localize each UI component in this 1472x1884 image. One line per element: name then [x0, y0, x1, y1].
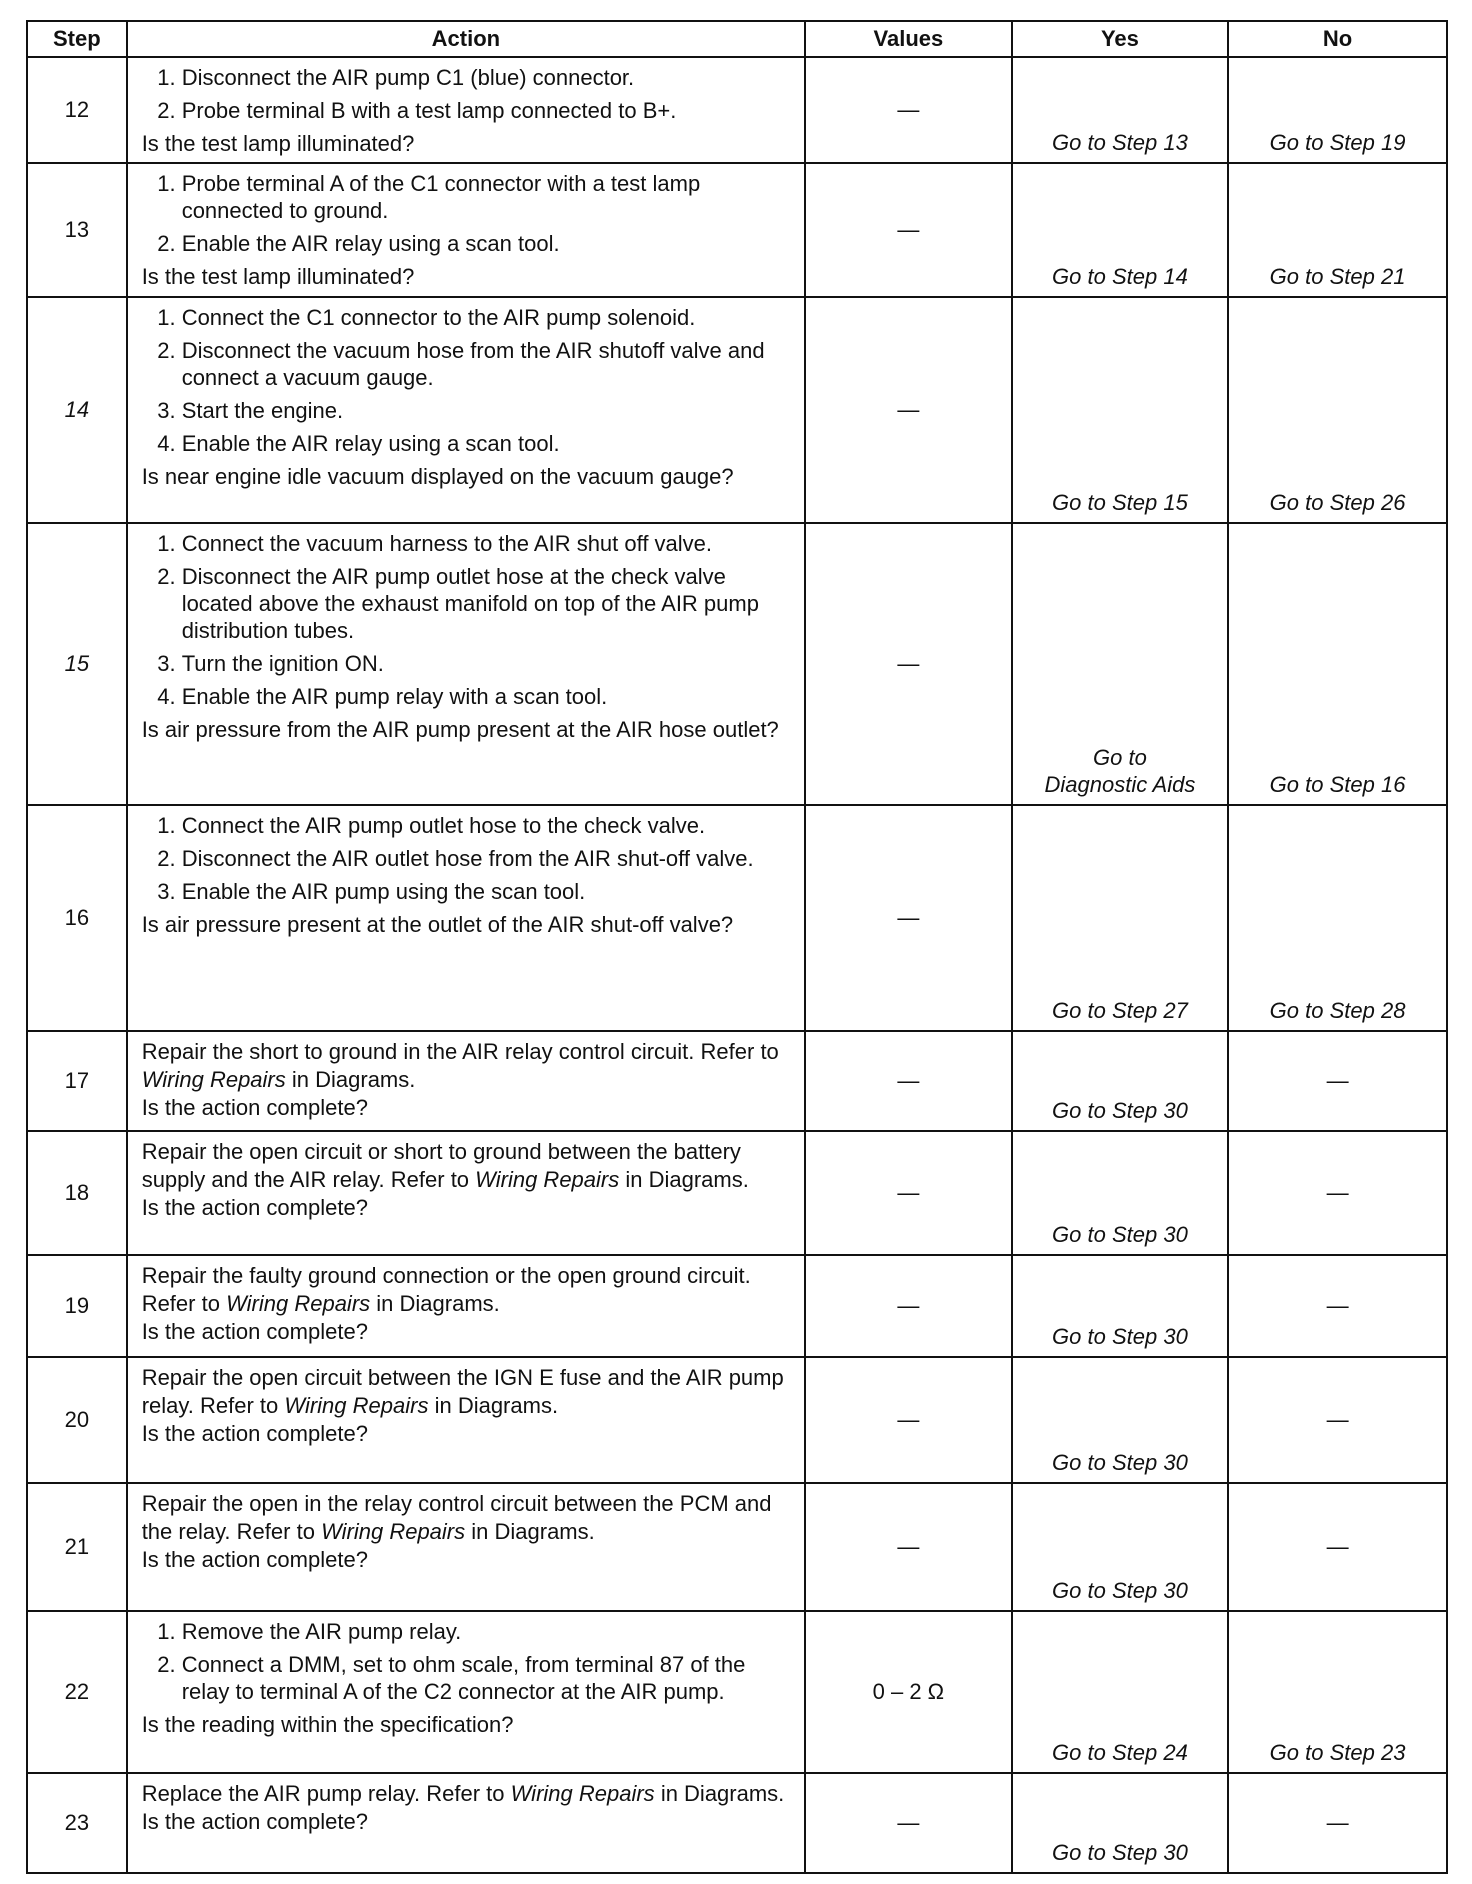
- action-cell: [127, 297, 805, 523]
- action-cell: [127, 57, 805, 163]
- action-sentence: Replace the AIR pump relay.: [141, 1781, 421, 1806]
- table-row: [27, 1483, 1447, 1611]
- step-number: 22: [27, 1611, 127, 1773]
- diagrams-text: in Diagrams.: [660, 1781, 785, 1806]
- refer-text: Refer to: [236, 1519, 315, 1544]
- values-cell: —: [805, 1773, 1012, 1873]
- table-row: [27, 163, 1447, 297]
- no-cell: Go to Step 21: [1228, 163, 1447, 297]
- action-text: [142, 1262, 794, 1318]
- action-item: 3. Start the engine.: [182, 397, 794, 424]
- diagrams-text: in Diagrams.: [376, 1291, 500, 1316]
- values-cell: —: [805, 1131, 1012, 1255]
- wiring-repairs-reference: Wiring Repairs: [475, 1167, 620, 1192]
- yes-line: Diagnostic Aids: [1044, 772, 1196, 797]
- action-cell: [127, 1773, 805, 1873]
- header-row: [27, 21, 1447, 57]
- values-cell: —: [805, 57, 1012, 163]
- action-item: 1. Connect the vacuum harness to the AIR shut off valve.: [182, 530, 794, 557]
- action-item: 4. Enable the AIR relay using a scan tool.: [182, 430, 794, 457]
- action-item: 1. Disconnect the AIR pump C1 (blue) connector.: [182, 64, 794, 91]
- table-row: [27, 297, 1447, 523]
- wiring-repairs-reference: Wiring Repairs: [141, 1067, 286, 1092]
- action-list: [142, 64, 794, 124]
- action-text: [142, 1038, 794, 1094]
- no-cell: Go to Step 23: [1228, 1611, 1447, 1773]
- diagrams-text: in Diagrams.: [625, 1167, 749, 1192]
- action-question: Is the action complete?: [141, 1195, 368, 1220]
- wiring-repairs-reference: Wiring Repairs: [510, 1781, 655, 1806]
- yes-cell: Go to Step 30: [1012, 1255, 1228, 1357]
- step-number: 23: [27, 1773, 127, 1873]
- step-number: 18: [27, 1131, 127, 1255]
- table-row: [27, 1131, 1447, 1255]
- table-row: [27, 1031, 1447, 1131]
- action-list: [142, 170, 794, 257]
- values-cell: —: [805, 1483, 1012, 1611]
- action-cell: [127, 523, 805, 805]
- action-item: 2. Disconnect the vacuum hose from the AIR shutoff valve and connect a vacuum gauge.: [182, 337, 794, 391]
- action-cell: [127, 163, 805, 297]
- action-sentence: Repair the open in the relay control circuit between the PCM and the relay.: [141, 1491, 772, 1544]
- action-question: Is air pressure present at the outlet of the AIR shut-off valve?: [141, 912, 734, 937]
- action-item: 3. Turn the ignition ON.: [182, 650, 794, 677]
- no-cell: [1228, 523, 1447, 805]
- action-sentence: Repair the open circuit or short to ground between the battery supply and the AIR relay.: [141, 1139, 741, 1192]
- step-number: 21: [27, 1483, 127, 1611]
- values-cell: 0 – 2 Ω: [805, 1611, 1012, 1773]
- action-question: Is the action complete?: [141, 1421, 368, 1446]
- action-item: 1. Connect the AIR pump outlet hose to the check valve.: [182, 812, 794, 839]
- yes-cell: Go to Step 24: [1012, 1611, 1228, 1773]
- action-list: [142, 304, 794, 457]
- no-cell: Go to Step 19: [1228, 57, 1447, 163]
- action-cell: [127, 1131, 805, 1255]
- yes-cell: Go to Step 30: [1012, 1483, 1228, 1611]
- values-cell: —: [805, 163, 1012, 297]
- action-cell: [127, 805, 805, 1031]
- action-cell: [127, 1357, 805, 1483]
- refer-text: Refer to: [426, 1781, 505, 1806]
- values-cell: —: [805, 297, 1012, 523]
- action-sentence: Repair the short to ground in the AIR relay control circuit.: [141, 1039, 695, 1064]
- action-item: 3. Enable the AIR pump using the scan tool.: [182, 878, 794, 905]
- step-number: 12: [27, 57, 127, 163]
- refer-text: Refer to: [141, 1291, 220, 1316]
- table-row: [27, 1611, 1447, 1773]
- no-cell: —: [1228, 1255, 1447, 1357]
- values-cell: —: [805, 1357, 1012, 1483]
- action-item: 1. Probe terminal A of the C1 connector with a test lamp connected to ground.: [182, 170, 794, 224]
- step-number: 13: [27, 163, 127, 297]
- action-cell: [127, 1031, 805, 1131]
- table-row: [27, 1357, 1447, 1483]
- diagrams-text: in Diagrams.: [291, 1067, 416, 1092]
- step-number: 19: [27, 1255, 127, 1357]
- refer-text: Refer to: [390, 1167, 470, 1192]
- yes-cell: Go to Step 13: [1012, 57, 1228, 163]
- action-question: Is the action complete?: [141, 1547, 368, 1572]
- values-cell: —: [805, 1255, 1012, 1357]
- step-number: 16: [27, 805, 127, 1031]
- no-cell: Go to Step 28: [1228, 805, 1447, 1031]
- values-cell: —: [805, 1031, 1012, 1131]
- action-sentence: Repair the open circuit between the IGN E fuse and the AIR pump relay.: [141, 1365, 784, 1418]
- values-cell: —: [805, 523, 1012, 805]
- no-step-link: Step 16: [1329, 772, 1406, 797]
- table-row: [27, 805, 1447, 1031]
- diagrams-text: in Diagrams.: [471, 1519, 595, 1544]
- action-item: 4. Enable the AIR pump relay with a scan tool.: [182, 683, 794, 710]
- step-number: 17: [27, 1031, 127, 1131]
- no-cell: —: [1228, 1031, 1447, 1131]
- diagrams-text: in Diagrams.: [434, 1393, 559, 1418]
- action-item: 1. Remove the AIR pump relay.: [182, 1618, 794, 1645]
- action-question: Is the action complete?: [141, 1809, 368, 1834]
- values-cell: —: [805, 805, 1012, 1031]
- action-item: 2. Connect a DMM, set to ohm scale, from terminal 87 of the relay to terminal A of the C2 connector at the AIR pump.: [182, 1651, 794, 1705]
- yes-cell: Go to Step 30: [1012, 1131, 1228, 1255]
- action-question: Is the test lamp illuminated?: [141, 264, 415, 289]
- action-list: [142, 1618, 794, 1705]
- action-sentence: Repair the faulty ground connection or the open ground circuit.: [141, 1263, 751, 1288]
- action-cell: [127, 1611, 805, 1773]
- action-text: [142, 1138, 794, 1194]
- action-text: [142, 1490, 794, 1546]
- action-cell: [127, 1255, 805, 1357]
- action-question: Is the test lamp illuminated?: [141, 131, 415, 156]
- yes-cell: Go to Step 30: [1012, 1773, 1228, 1873]
- wiring-repairs-reference: Wiring Repairs: [226, 1291, 371, 1316]
- action-item: 2. Disconnect the AIR outlet hose from the AIR shut-off valve.: [182, 845, 794, 872]
- step-number: 14: [27, 297, 127, 523]
- table-row: [27, 57, 1447, 163]
- action-text: [142, 1780, 794, 1808]
- yes-cell: Go to Step 27: [1012, 805, 1228, 1031]
- action-cell: [127, 1483, 805, 1611]
- header-step: Step: [27, 21, 127, 57]
- no-cell: Go to Step 26: [1228, 297, 1447, 523]
- header-yes: Yes: [1012, 21, 1228, 57]
- action-question: Is the reading within the specification?: [141, 1712, 514, 1737]
- yes-cell: Go to Step 30: [1012, 1357, 1228, 1483]
- no-cell: —: [1228, 1483, 1447, 1611]
- action-question: Is the action complete?: [141, 1095, 368, 1120]
- wiring-repairs-reference: Wiring Repairs: [284, 1393, 429, 1418]
- table-row: [27, 523, 1447, 805]
- diagnostic-table: [26, 20, 1448, 1874]
- yes-cell: Go to Step 30: [1012, 1031, 1228, 1131]
- no-cell: —: [1228, 1357, 1447, 1483]
- step-number: 15: [27, 523, 127, 805]
- no-cell: —: [1228, 1131, 1447, 1255]
- wiring-repairs-reference: Wiring Repairs: [321, 1519, 466, 1544]
- action-item: 2. Enable the AIR relay using a scan tool.: [182, 230, 794, 257]
- no-cell: —: [1228, 1773, 1447, 1873]
- action-item: 1. Connect the C1 connector to the AIR pump solenoid.: [182, 304, 794, 331]
- refer-text: Refer to: [700, 1039, 779, 1064]
- step-number: 20: [27, 1357, 127, 1483]
- header-action: Action: [127, 21, 805, 57]
- yes-line: Go to: [1093, 745, 1147, 770]
- no-prefix: Go to: [1269, 772, 1324, 797]
- header-no: No: [1228, 21, 1447, 57]
- yes-cell: [1012, 523, 1228, 805]
- action-item: 2. Probe terminal B with a test lamp connected to B+.: [182, 97, 794, 124]
- yes-cell: Go to Step 14: [1012, 163, 1228, 297]
- action-list: [142, 812, 794, 905]
- yes-cell: Go to Step 15: [1012, 297, 1228, 523]
- action-question: Is near engine idle vacuum displayed on the vacuum gauge?: [141, 464, 734, 489]
- refer-text: Refer to: [199, 1393, 279, 1418]
- action-item: 2. Disconnect the AIR pump outlet hose at the check valve located above the exhaust manifold on top of the AIR pump distribution tubes.: [182, 563, 794, 644]
- table-row: [27, 1255, 1447, 1357]
- header-values: Values: [805, 21, 1012, 57]
- action-list: [142, 530, 794, 710]
- action-text: [142, 1364, 794, 1420]
- action-question: Is the action complete?: [141, 1319, 368, 1344]
- action-question: Is air pressure from the AIR pump present at the AIR hose outlet?: [141, 717, 779, 742]
- table-row: [27, 1773, 1447, 1873]
